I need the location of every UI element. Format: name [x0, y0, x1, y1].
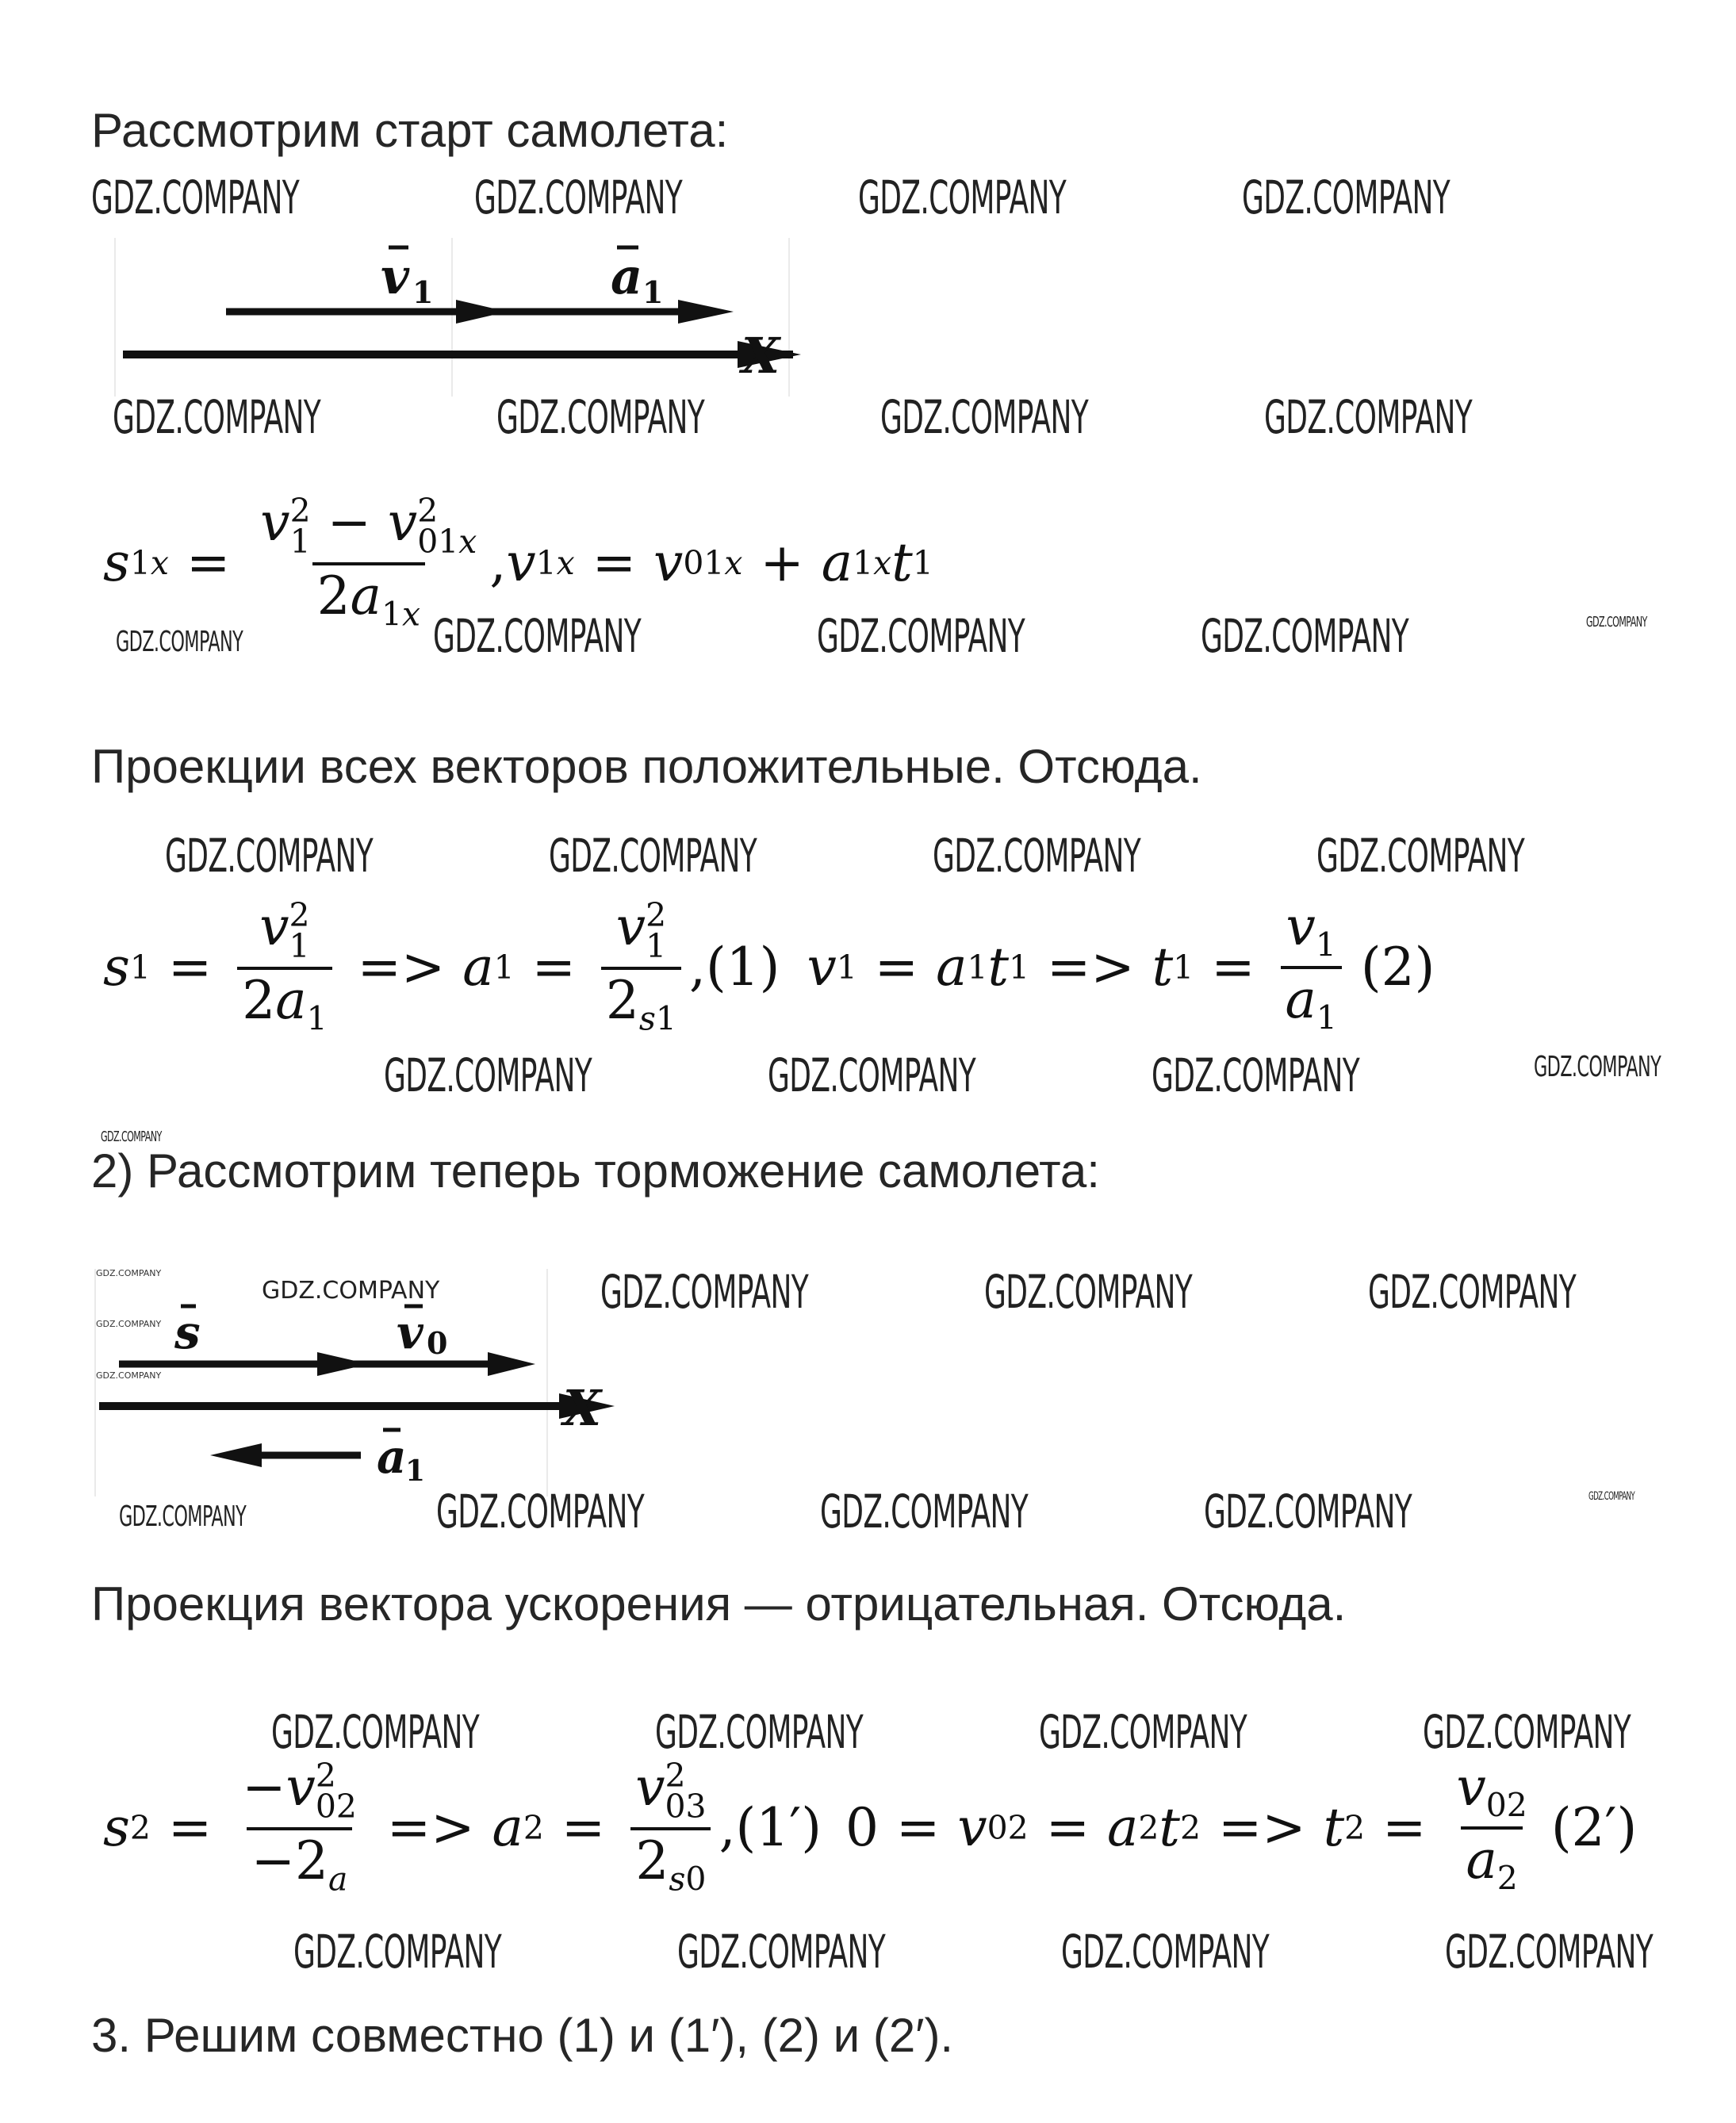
axis-x-label: X: [742, 327, 780, 385]
watermark: GDZ.COMPANY: [600, 1265, 809, 1319]
watermark: GDZ.COMPANY: [436, 1485, 645, 1539]
watermark: GDZ.COMPANY: [1588, 1490, 1635, 1503]
watermark: GDZ.COMPANY: [1039, 1705, 1247, 1759]
watermark: GDZ.COMPANY: [433, 609, 642, 663]
watermark: GDZ.COMPANY: [820, 1485, 1029, 1539]
watermark: GDZ.COMPANY: [677, 1925, 886, 1979]
watermark: GDZ.COMPANY: [1423, 1705, 1631, 1759]
zero-value: 0: [845, 1796, 879, 1858]
vector-a-subscript: 1: [405, 1454, 426, 1488]
formula-start-kinematics: s 1x = v 2 1 − v 2 01x $2a_{1x}$ , v 1x = v 01x + a 1x t 1: [103, 491, 933, 634]
vector-v-label: v: [381, 247, 410, 305]
watermark: GDZ.COMPANY: [1204, 1485, 1412, 1539]
watermark: GDZ.COMPANY: [984, 1265, 1193, 1319]
watermark: GDZ.COMPANY: [817, 609, 1025, 663]
x-axis-arrow: [99, 1393, 615, 1419]
watermark: GDZ.COMPANY: [116, 626, 243, 658]
watermark: GDZ.COMPANY: [1534, 1051, 1661, 1083]
paragraph-start: Рассмотрим старт самолета:: [91, 104, 729, 157]
vector-v-subscript: 1: [412, 274, 434, 310]
watermark: GDZ.COMPANY: [101, 1129, 162, 1145]
watermark: GDZ.COMPANY: [119, 1500, 247, 1533]
paragraph-solve: 3. Решим совместно (1) и (1′), (2) и (2′).: [91, 2009, 954, 2062]
watermark: GDZ.COMPANY: [768, 1048, 976, 1102]
watermark: GDZ.COMPANY: [858, 171, 1067, 224]
vector-s-label: s: [174, 1305, 201, 1359]
axis-x-label: X: [563, 1379, 602, 1437]
equation-tag-1: (1): [705, 936, 780, 998]
acceleration-vector-arrow: [456, 300, 734, 324]
watermark: GDZ.COMPANY: [496, 390, 705, 444]
formula-start-solution: s 1 = v 2 1 $2a_1$ => a 1 = v 2 1 $2_{s1}$ , (1) v 1 = a 1 t 1 => t 1 = $\frac{v_1}{a_1}$ (2): [103, 895, 1435, 1038]
watermark: GDZ.COMPANY: [549, 829, 757, 883]
vector-a-label: a: [377, 1430, 407, 1484]
watermark: GDZ.COMPANY: [474, 171, 683, 224]
watermark: GDZ.COMPANY: [880, 390, 1089, 444]
paragraph-braking: 2) Рассмотрим теперь торможение самолета:: [91, 1144, 1100, 1198]
watermark: GDZ.COMPANY: [262, 1277, 440, 1305]
watermark: GDZ.COMPANY: [1152, 1048, 1360, 1102]
watermark: GDZ.COMPANY: [1201, 609, 1409, 663]
x-axis-arrow: [123, 341, 801, 368]
equation-tag-2: (2): [1360, 936, 1435, 998]
watermark: GDZ.COMPANY: [1061, 1925, 1270, 1979]
equation-tag-1-prime: (1′): [735, 1796, 822, 1858]
formula-braking-solution: s 2 = −v 2 02 $-2_a$ => a 2 = v 2 03 $2_{s0}$ , (1′) 0 = v 02 = a 2 t 2 => t 2 = $\frac{v_{02}}{a_2}$ (2′): [103, 1756, 1638, 1899]
watermark: GDZ.COMPANY: [96, 1268, 162, 1278]
vector-a-label: a: [611, 247, 643, 305]
watermark: GDZ.COMPANY: [933, 829, 1141, 883]
vector-v-label: v: [397, 1305, 423, 1359]
equation-tag-2-prime: (2′): [1550, 1796, 1638, 1858]
watermark: GDZ.COMPANY: [1586, 614, 1647, 630]
watermark: GDZ.COMPANY: [1368, 1265, 1577, 1319]
watermark: GDZ.COMPANY: [293, 1925, 502, 1979]
watermark: GDZ.COMPANY: [271, 1705, 480, 1759]
watermark: GDZ.COMPANY: [165, 829, 374, 883]
watermark: GDZ.COMPANY: [1445, 1925, 1654, 1979]
start-vector-diagram: [111, 230, 801, 404]
watermark: GDZ.COMPANY: [96, 1319, 162, 1329]
watermark: GDZ.COMPANY: [96, 1370, 162, 1381]
watermark: GDZ.COMPANY: [1316, 829, 1525, 883]
braking-vector-diagram: [91, 1265, 646, 1503]
watermark: GDZ.COMPANY: [655, 1705, 864, 1759]
paragraph-projections-positive: Проекции всех векторов положительные. Отсюда.: [91, 740, 1202, 793]
vector-a-subscript: 1: [642, 274, 664, 310]
watermark: GDZ.COMPANY: [1264, 390, 1473, 444]
watermark: GDZ.COMPANY: [113, 390, 321, 444]
acceleration-vector-arrow: [210, 1443, 361, 1467]
watermark: GDZ.COMPANY: [91, 171, 300, 224]
watermark: GDZ.COMPANY: [1242, 171, 1450, 224]
watermark: GDZ.COMPANY: [384, 1048, 592, 1102]
vector-v-subscript: 0: [427, 1325, 448, 1361]
paragraph-projection-negative: Проекция вектора ускорения — отрицательная. Отсюда.: [91, 1577, 1347, 1631]
